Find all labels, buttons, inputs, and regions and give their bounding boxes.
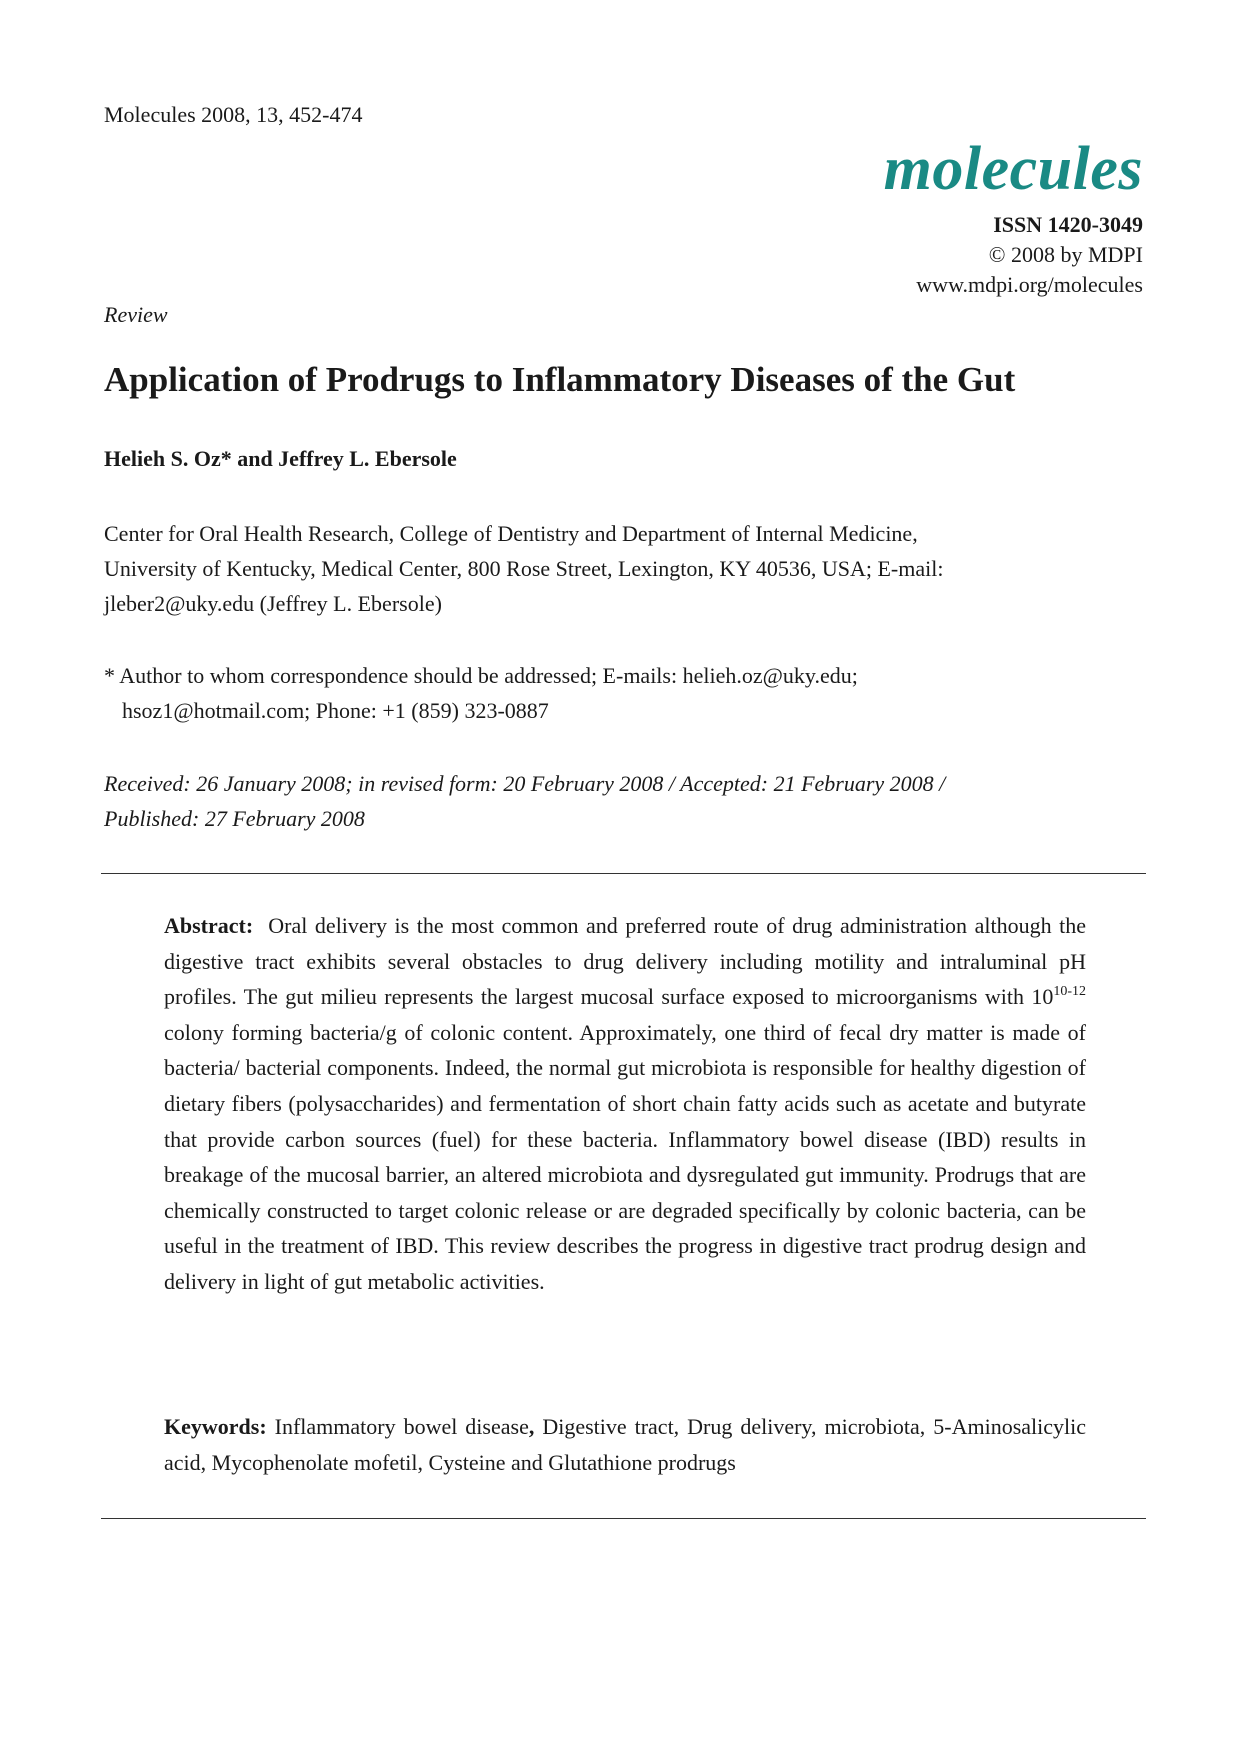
- affiliation-line: Center for Oral Health Research, College of Dentistry and Department of Internal Medicine,: [104, 521, 918, 546]
- abstract: [164, 908, 1086, 1300]
- keywords: [164, 1409, 1086, 1481]
- journal-url[interactable]: www.mdpi.org/molecules: [916, 272, 1143, 297]
- dates-line: Published: 27 February 2008: [104, 806, 365, 831]
- copyright: © 2008 by MDPI: [988, 242, 1143, 267]
- correspondence-line: * Author to whom correspondence should be addressed; E-mails: helieh.oz@uky.edu;: [104, 663, 858, 688]
- abstract-text-part2: colony forming bacteria/g of colonic content. Approximately, one third of fecal dry matter is made of bacteria/ bacterial components. Indeed, the normal gut microbiota is responsible for healthy digestion of dietary fibers (polysaccharides) and fermentation of short chain fatty acids such as acetate and butyrate that provide carbon sources (fuel) for these bacteria. Inflammatory bowel disease (IBD) results in breakage of the mucosal barrier, an altered microbiota and dysregulated gut immunity. Prodrugs that are chemically constructed to target colonic release or are degraded specifically by colonic bacteria, can be useful in the treatment of IBD. This review describes the progress in digestive tract prodrug design and delivery in light of gut metabolic activities.: [164, 1019, 1086, 1294]
- affiliation-line: University of Kentucky, Medical Center, 800 Rose Street, Lexington, KY 40536, USA; E-mail:: [104, 556, 944, 581]
- publisher-info: [916, 210, 1143, 300]
- correspondence-line: hsoz1@hotmail.com; Phone: +1 (859) 323-0887: [122, 698, 549, 723]
- article-type: Review: [104, 302, 168, 327]
- article-dates: [104, 766, 945, 836]
- abstract-text-part1: Oral delivery is the most common and preferred route of drug administration although the digestive tract exhibits several obstacles to drug delivery including motility and intraluminal pH profiles. The gut milieu represents the largest mucosal surface exposed to microorganisms with 10: [164, 913, 1086, 1010]
- journal-name: Molecules: [104, 102, 196, 127]
- journal-volume: 13: [256, 102, 279, 127]
- divider-bottom: [101, 1518, 1146, 1519]
- journal-logo: molecules: [883, 135, 1143, 203]
- abstract-label: Abstract:: [164, 913, 254, 938]
- correspondence: [104, 658, 858, 728]
- journal-year: 2008: [201, 102, 246, 127]
- affiliation-line: jleber2@uky.edu (Jeffrey L. Ebersole): [104, 591, 442, 616]
- keyword-list: Digestive tract, Drug delivery, microbiota, 5-Aminosalicylic acid, Mycophenolate mofetil, Cysteine and Glutathione prodrugs: [164, 1414, 1086, 1475]
- journal-citation: Molecules 2008, 13, 452-474: [104, 102, 363, 127]
- issn: ISSN 1420-3049: [993, 212, 1143, 237]
- article-title: Application of Prodrugs to Inflammatory Diseases of the Gut: [104, 360, 1016, 399]
- divider-top: [101, 873, 1146, 874]
- authors: Helieh S. Oz* and Jeffrey L. Ebersole: [104, 446, 457, 471]
- journal-pages: , 452-474: [278, 102, 363, 127]
- affiliation: [104, 516, 1144, 621]
- abstract-superscript: 10-12: [1053, 984, 1086, 1000]
- keyword-first: Inflammatory bowel disease: [274, 1414, 529, 1439]
- keyword-separator: ,: [528, 1414, 535, 1439]
- dates-line: Received: 26 January 2008; in revised form: 20 February 2008 / Accepted: 21 February 2008 /: [104, 771, 946, 796]
- keywords-label: Keywords:: [164, 1414, 267, 1439]
